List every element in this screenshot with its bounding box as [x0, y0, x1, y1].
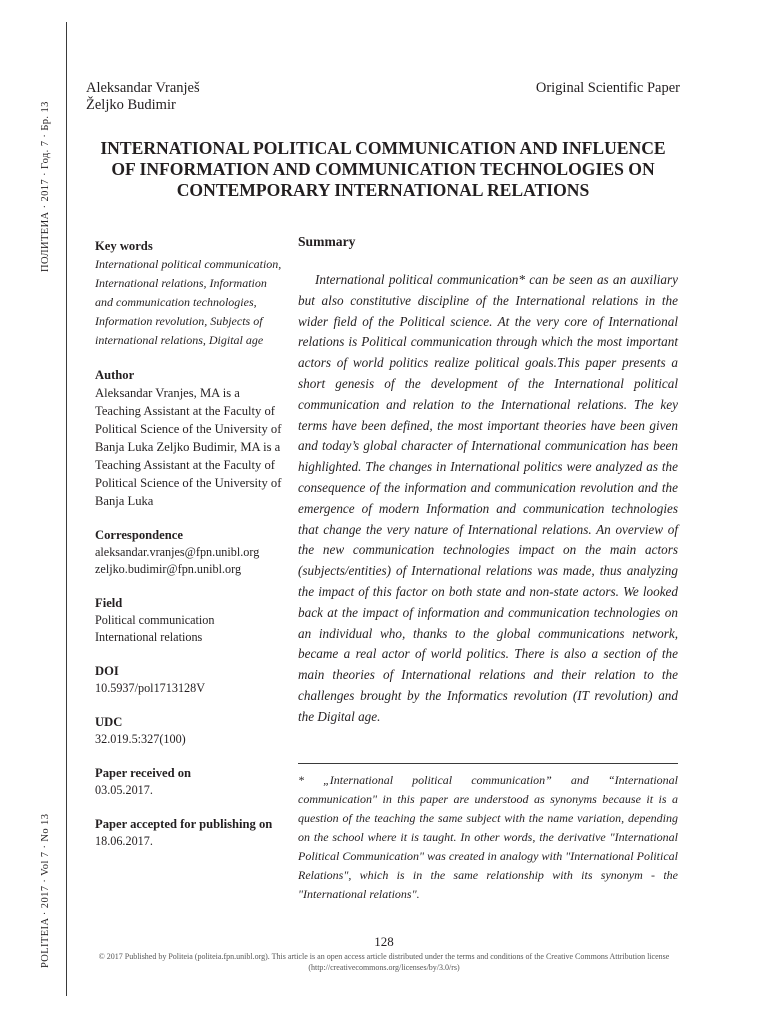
- license-line: © 2017 Published by Politeia (politeia.fpn.unibl.org). This article is an open access article distributed under the terms and conditions of the Creative Commons Attribution license: [98, 952, 670, 961]
- accepted-block: [95, 816, 285, 850]
- field-block: [95, 595, 285, 646]
- doi-value[interactable]: 10.5937/pol1713128V: [95, 681, 206, 695]
- correspondence-heading: Correspondence: [95, 528, 183, 542]
- doi-block: [95, 663, 285, 697]
- correspondence-block: [95, 527, 285, 578]
- email-link[interactable]: zeljko.budimir@fpn.unibl.org: [95, 562, 242, 576]
- author-name: Aleksandar Vranješ: [86, 80, 200, 96]
- license-notice: [88, 951, 680, 973]
- received-heading: Paper received on: [95, 766, 192, 780]
- paper-title: INTERNATIONAL POLITICAL COMMUNICATION AND INFLUENCE OF INFORMATION AND COMMUNICATION TECHNOLOGIES ON CONTEMPORARY INTERNATIONAL RELATIONS: [100, 138, 666, 200]
- vertical-margin-rule: [66, 22, 67, 996]
- keywords-text: International political communication, International relations, Information and communication technologies, Information revolution, Subjects of international relations, Digital age: [95, 257, 282, 347]
- keywords-block: [95, 238, 285, 350]
- udc-value: 32.019.5:327(100): [95, 732, 186, 746]
- metadata-column: [95, 238, 285, 867]
- udc-block: [95, 714, 285, 748]
- author-name: Željko Budimir: [86, 97, 176, 113]
- field-heading: Field: [95, 596, 123, 610]
- field-value: International relations: [95, 630, 203, 644]
- accepted-heading: Paper accepted for publishing on: [95, 817, 273, 831]
- keywords-heading: Key words: [95, 239, 153, 253]
- summary-heading: Summary: [298, 234, 356, 249]
- footnote-divider: [298, 763, 678, 764]
- received-block: [95, 765, 285, 799]
- doi-heading: DOI: [95, 664, 119, 678]
- page-number: 128: [374, 934, 394, 949]
- author-block: [95, 367, 285, 510]
- udc-heading: UDC: [95, 715, 123, 729]
- field-value: Political communication: [95, 613, 215, 627]
- received-date: 03.05.2017.: [95, 783, 153, 797]
- author-list: [86, 80, 200, 114]
- accepted-date: 18.06.2017.: [95, 834, 153, 848]
- paper-type-label: Original Scientific Paper: [535, 80, 680, 96]
- summary-text: International political communication* can be seen as an auxiliary but also constitutive discipline of the International relations in the wider field of the Political science. At the very core of International relations is Political communication through which the most important actors of world politics realize political goals.This paper presents a short genesis of the development of the International political communication and relation to the International relations. The key terms have been defined, the most important theories have been given and today’s global character of International communication has been highlighted. The changes in International politics were analyzed as the consequence of the information and communication revolution and the emergence of modern Information and communication technologies that change the very nature of International relations. An overview of the new communication technologies impact on the main actors (subjects/entities) of International relations was made, thus analyzing the impact of this factor on both state and non-state actors. We looked back at the impact of information and communication technologies on an individual who, thanks to the global communications network, became a real actor of world politics. There is also a section of the main theories of International relations and their relation to the challenges brought by the Informatics revolution (IT revolution) and the Digital age.: [298, 272, 678, 724]
- author-bio: Aleksandar Vranjes, MA is a Teaching Assistant at the Faculty of Political Science of the University of Banja Luka Zeljko Budimir, MA is a Teaching Assistant at the Faculty of Political Science of the University of Banja Luka: [95, 386, 282, 508]
- license-url[interactable]: (http://creativecommons.org/licenses/by/3.0/rs): [308, 963, 460, 972]
- running-head-latin: POLITEIA · 2017 · Vol 7 · No 13: [40, 813, 51, 968]
- running-head-cyrillic: ПОЛИТЕИА · 2017 · Год. 7 · Бр. 13: [40, 101, 51, 272]
- email-link[interactable]: aleksandar.vranjes@fpn.unibl.org: [95, 545, 260, 559]
- author-heading: Author: [95, 368, 135, 382]
- footnote-text: * „International political communication” and “International communication" in this paper are understood as synonyms because it is a question of the teaching the same subject with the name variation, depending on the school where it is taught. In other words, the derivative "International Political Communication" was created in analogy with "International Political Relations", which is in the same relationship with its synonym - the "International relations".: [298, 773, 678, 901]
